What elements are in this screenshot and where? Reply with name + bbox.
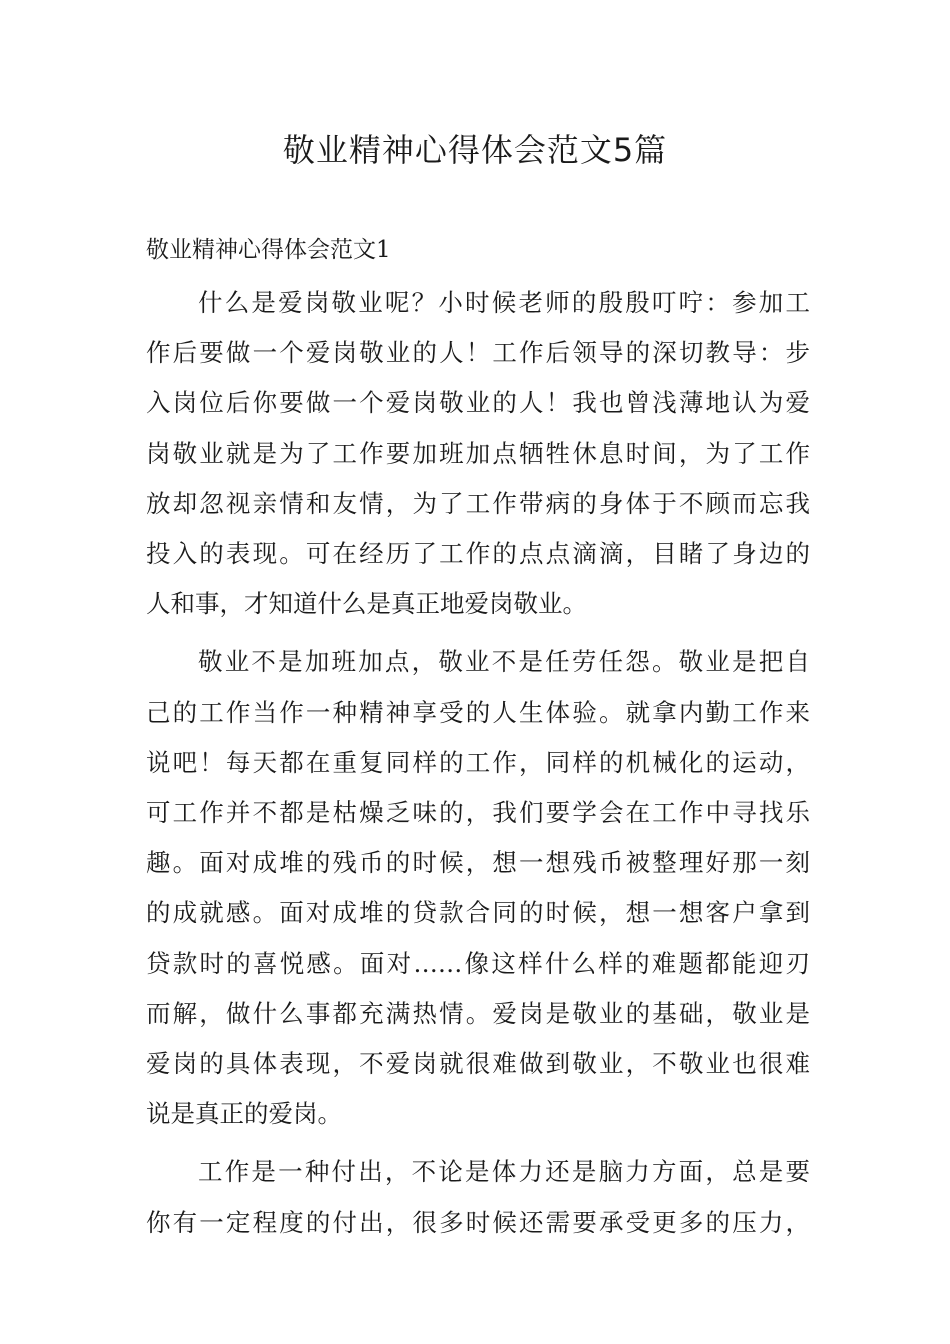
paragraph-line: 可工作并不都是枯燥乏味的，我们要学会在工作中寻找乐 [146,798,810,828]
paragraph-line: 而解，做什么事都充满热情。爱岗是敬业的基础，敬业是 [146,998,810,1028]
document-body [146,278,810,1256]
paragraph-3 [146,1147,810,1247]
paragraph-line: 工作是一种付出，不论是体力还是脑力方面，总是要 [198,1157,810,1187]
paragraph-line: 岗敬业就是为了工作要加班加点牺牲休息时间，为了工作 [146,438,810,468]
paragraph-line: 敬业不是加班加点，敬业不是任劳任怨。敬业是把自 [198,647,810,677]
paragraph-line: 投入的表现。可在经历了工作的点点滴滴，目睹了身边的 [146,539,810,569]
paragraph-line: 说是真正的爱岗。 [146,1099,342,1129]
paragraph-line: 己的工作当作一种精神享受的人生体验。就拿内勤工作来 [146,697,810,727]
paragraph-line: 什么是爱岗敬业呢？小时候老师的殷殷叮咛：参加工 [198,288,810,317]
paragraph-line: 趣。面对成堆的残币的时候，想一想残币被整理好那一刻 [146,848,810,878]
paragraph-2 [146,637,810,1139]
paragraph-line: 爱岗的具体表现，不爱岗就很难做到敬业，不敬业也很难 [146,1049,810,1079]
paragraph-line: 贷款时的喜悦感。面对……像这样什么样的难题都能迎刃 [146,948,810,978]
paragraph-line: 说吧！每天都在重复同样的工作，同样的机械化的运动， [146,747,810,777]
paragraph-line: 人和事，才知道什么是真正地爱岗敬业。 [146,589,587,619]
paragraph-line: 你有一定程度的付出，很多时候还需要承受更多的压力， [146,1207,810,1237]
document-title: 敬业精神心得体会范文5篇 [282,131,668,169]
section-heading: 敬业精神心得体会范文1 [146,237,391,263]
paragraph-line: 入岗位后你要做一个爱岗敬业的人！我也曾浅薄地认为爱 [146,388,810,418]
paragraph-1 [146,278,810,629]
paragraph-line: 的成就感。面对成堆的贷款合同的时候，想一想客户拿到 [146,898,810,928]
paragraph-line: 作后要做一个爱岗敬业的人！工作后领导的深切教导：步 [146,338,810,368]
paragraph-line: 放却忽视亲情和友情，为了工作带病的身体于不顾而忘我 [146,488,810,518]
